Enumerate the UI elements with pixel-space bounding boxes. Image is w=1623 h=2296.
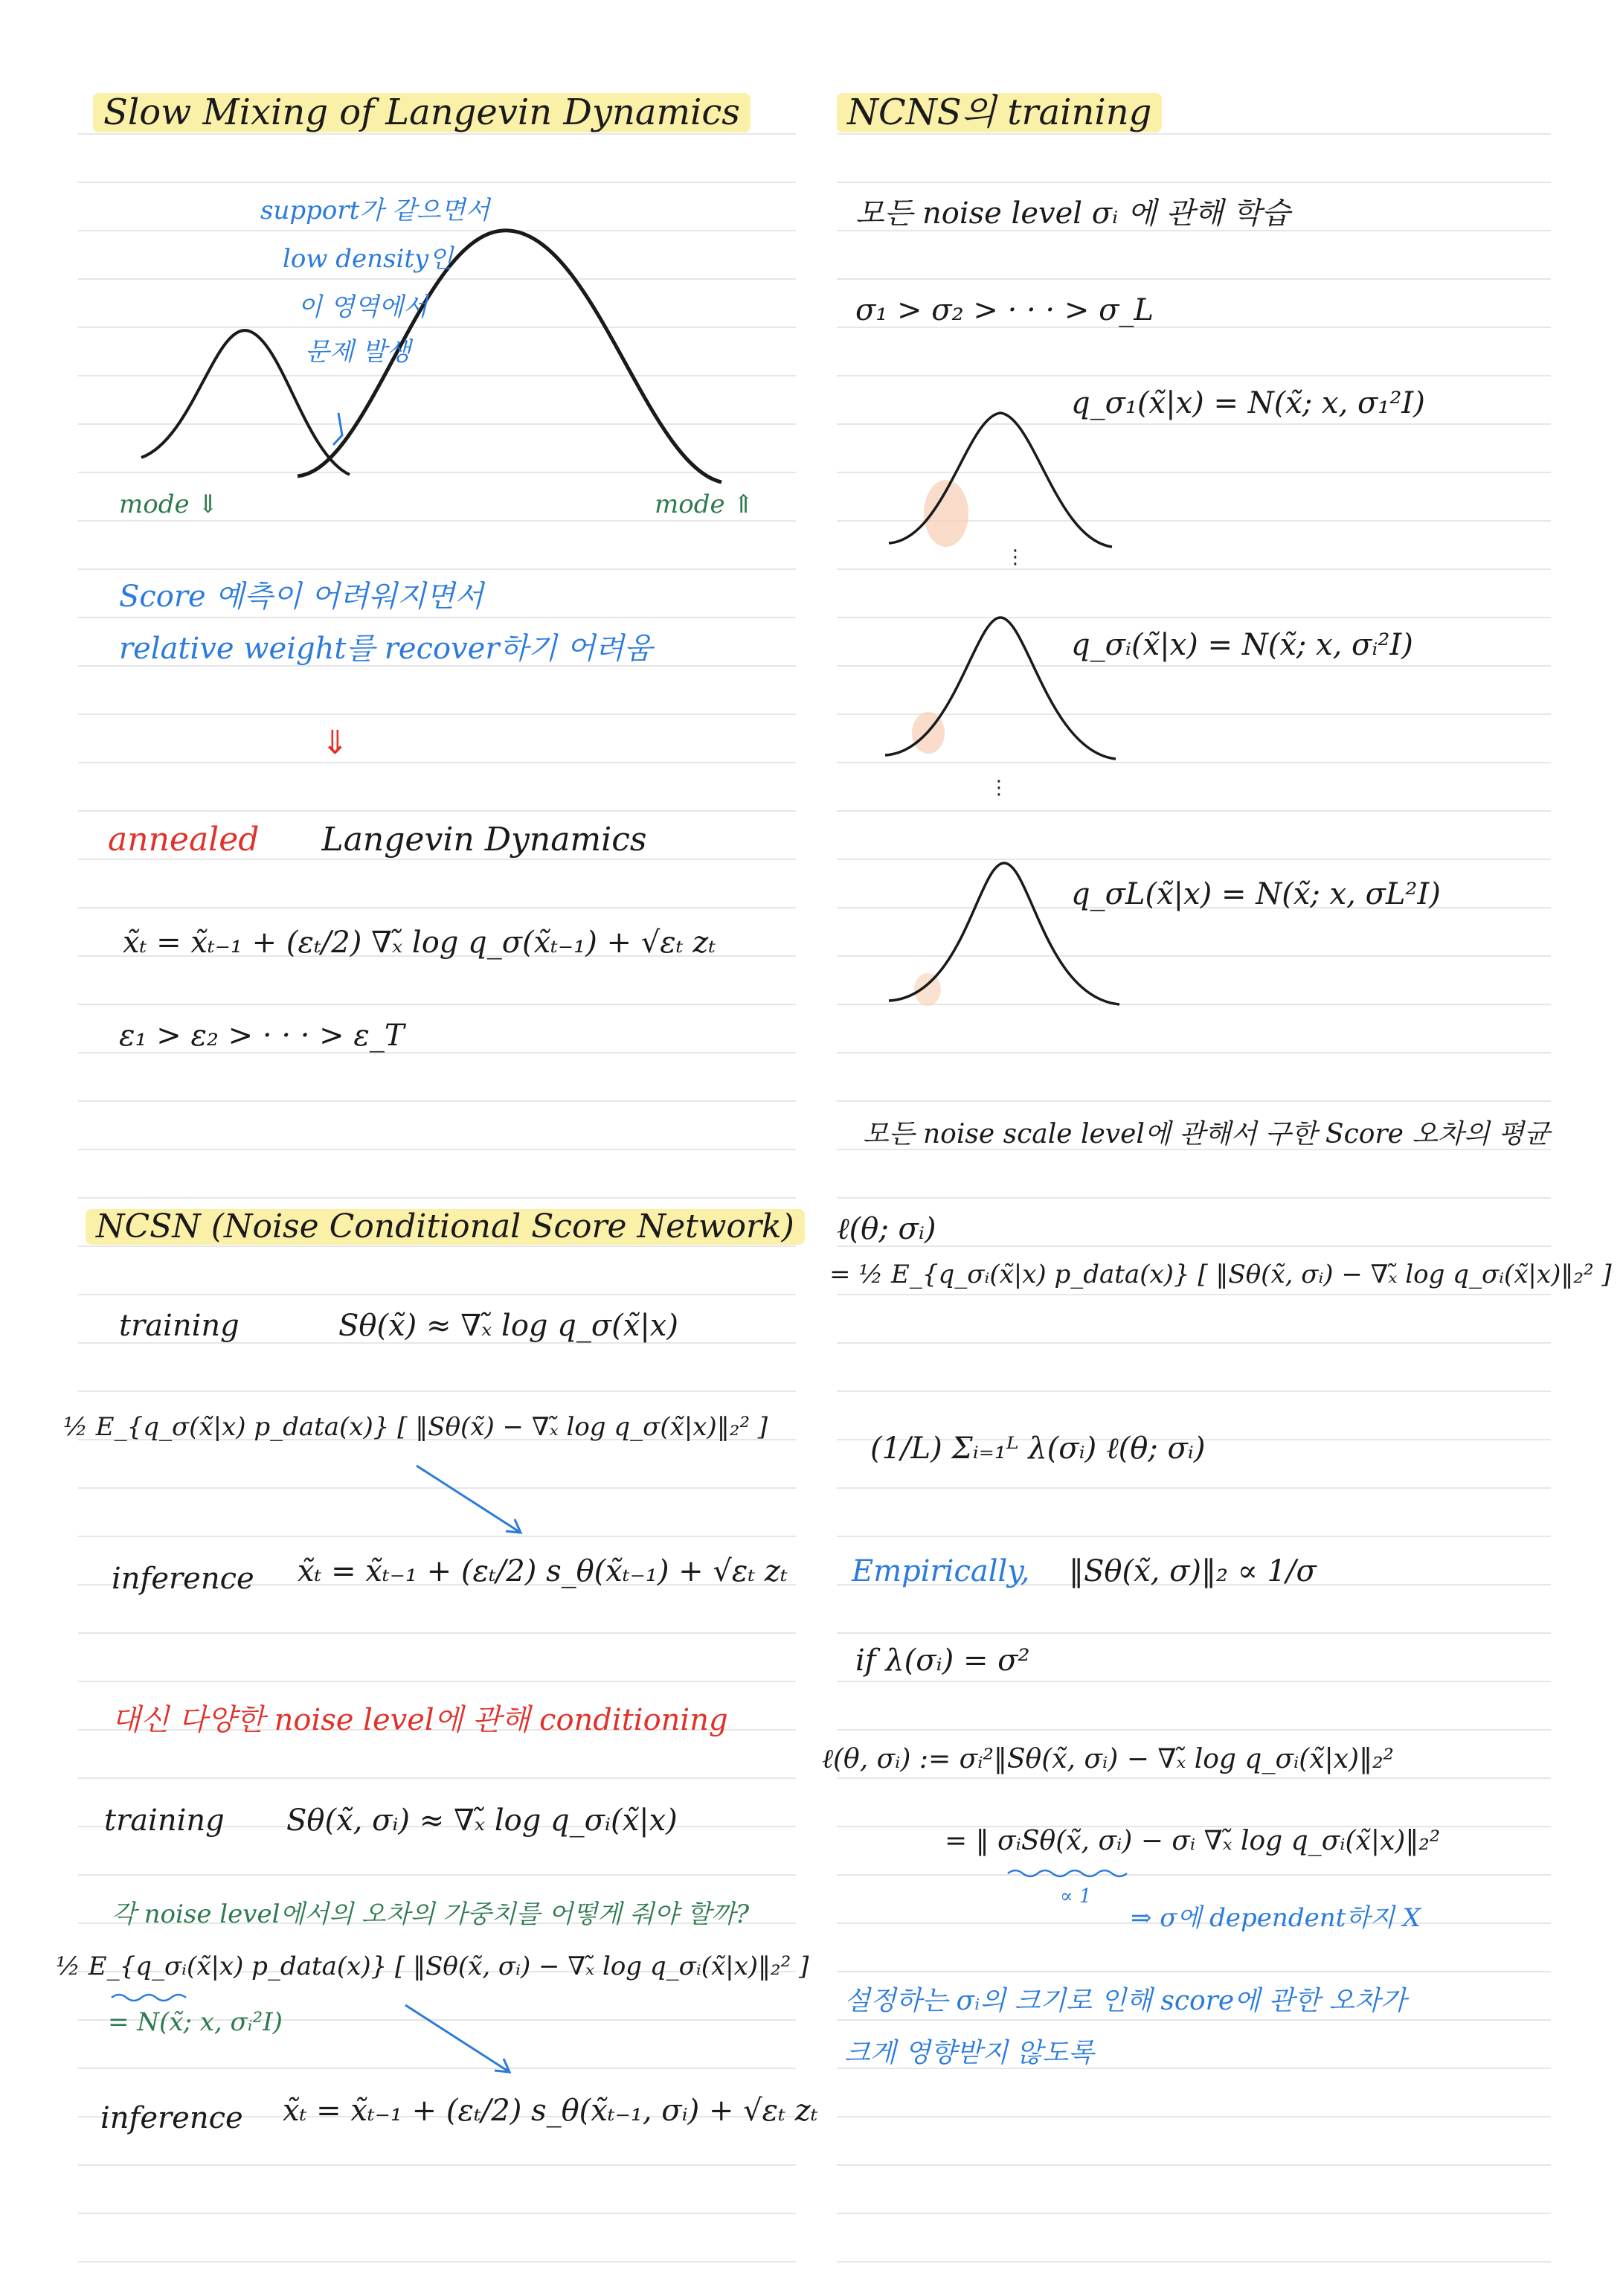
loss-definition: ℓ(θ; σᵢ) bbox=[837, 1212, 936, 1246]
loss-expression: = ½ E_{q_σᵢ(x̃|x) p_data(x)} [ ‖Sθ(x̃, σᵢ) − ∇ₓ̃ log q_σᵢ(x̃|x)‖₂² ] bbox=[829, 1260, 1612, 1289]
sigma-order: σ₁ > σ₂ > · · · > σ_L bbox=[855, 293, 1154, 327]
if-lambda: if λ(σᵢ) = σ² bbox=[855, 1644, 1030, 1678]
empirically-eq: ‖Sθ(x̃, σ)‖₂ ∝ 1/σ bbox=[1069, 1554, 1317, 1588]
annealed-rest: Langevin Dynamics bbox=[321, 821, 647, 859]
objective2-to-inference-arrow bbox=[398, 1998, 524, 2087]
mode-left-label: mode ⇓ bbox=[119, 490, 219, 519]
annealed-word: annealed bbox=[108, 821, 260, 859]
training2-label: training bbox=[104, 1803, 225, 1838]
ncsn-title: NCSN (Noise Conditional Score Network) bbox=[86, 1209, 805, 1245]
loss-line-1: ℓ(θ, σᵢ) := σᵢ²‖Sθ(x̃, σᵢ) − ∇ₓ̃ log q_σᵢ(x̃|x)‖₂² bbox=[822, 1744, 1394, 1774]
gaussian1-curve bbox=[889, 413, 1112, 547]
gaussianL-highlight bbox=[914, 973, 941, 1006]
q-sigmai-eq: q_σᵢ(x̃|x) = N(x̃; x, σᵢ²I) bbox=[1071, 628, 1413, 662]
q-sigmaL-eq: q_σL(x̃|x) = N(x̃; x, σL²I) bbox=[1071, 877, 1441, 911]
ncns-training-title: NCNS의 training bbox=[837, 93, 1162, 132]
inference2-equation: x̃ₜ = x̃ₜ₋₁ + (εₜ/2) s_θ(x̃ₜ₋₁, σᵢ) + √εₜ zₜ bbox=[283, 2094, 818, 2128]
annealed-heading bbox=[108, 822, 646, 858]
conclusion-2: 크게 영향받지 않도록 bbox=[844, 2038, 1094, 2068]
support-note-4: 문제 발생 bbox=[305, 337, 411, 367]
conditioning-note: 대신 다양한 noise level에 관해 conditioning bbox=[112, 1703, 728, 1737]
score-note-2: relative weight를 recover하기 어려움 bbox=[119, 632, 653, 666]
annealed-update-equation: x̃ₜ = x̃ₜ₋₁ + (εₜ/2) ∇ₓ̃ log q_σ(x̃ₜ₋₁) + √εₜ zₜ bbox=[123, 926, 716, 960]
slow-mixing-title: Slow Mixing of Langevin Dynamics bbox=[93, 93, 751, 132]
all-levels-note: 모든 noise level σᵢ 에 관해 학습 bbox=[855, 196, 1291, 231]
avg-note: 모든 noise scale level에 관해서 구한 Score 오차의 평균 bbox=[863, 1119, 1550, 1149]
score-note-1: Score 예측이 어려워지면서 bbox=[119, 580, 483, 614]
support-note-2: low density인 bbox=[283, 244, 454, 274]
empirically-word: Empirically, bbox=[852, 1554, 1030, 1588]
gaussian-note: = N(x̃; x, σᵢ²I) bbox=[108, 2007, 283, 2037]
weight-question: 각 noise level에서의 오차의 가중치를 어떻게 줘야 할까? bbox=[112, 1899, 750, 1929]
objective-to-inference-arrow bbox=[409, 1458, 536, 1548]
inference-label: inference bbox=[112, 1562, 254, 1596]
support-note-3: 이 영역에서 bbox=[298, 292, 428, 322]
support-note-1: support가 같으면서 bbox=[260, 196, 490, 225]
q-sigma1-eq: q_σ₁(x̃|x) = N(x̃; x, σ₁²I) bbox=[1071, 386, 1425, 420]
inference-equation: x̃ₜ = x̃ₜ₋₁ + (εₜ/2) s_θ(x̃ₜ₋₁) + √εₜ zₜ bbox=[298, 1554, 788, 1588]
low-density-arrow bbox=[333, 413, 342, 445]
epsilon-order: ε₁ > ε₂ > · · · > ε_T bbox=[119, 1019, 405, 1053]
inference2-label: inference bbox=[100, 2101, 243, 2135]
down-arrow: ⇓ bbox=[321, 724, 349, 762]
dependent-note: ⇒ σ에 dependent하지 X bbox=[1131, 1903, 1421, 1933]
wavy-underline bbox=[108, 1990, 197, 2005]
loss-line-2: = ‖ σᵢSθ(x̃, σᵢ) − σᵢ ∇ₓ̃ log q_σᵢ(x̃|x)‖₂² bbox=[945, 1826, 1441, 1856]
prop-one-label: ∝ 1 bbox=[1060, 1885, 1092, 1908]
wavy-underline-2 bbox=[1004, 1866, 1145, 1881]
training-equation: Sθ(x̃) ≈ ∇ₓ̃ log q_σ(x̃|x) bbox=[338, 1309, 678, 1343]
dots-1: ⋮ bbox=[1006, 546, 1025, 568]
training2-equation: Sθ(x̃, σᵢ) ≈ ∇ₓ̃ log q_σᵢ(x̃|x) bbox=[286, 1803, 678, 1838]
objective-2: ½ E_{q_σᵢ(x̃|x) p_data(x)} [ ‖Sθ(x̃, σᵢ) − ∇ₓ̃ log q_σᵢ(x̃|x)‖₂² ] bbox=[56, 1952, 809, 1981]
objective-1: ½ E_{q_σ(x̃|x) p_data(x)} [ ‖Sθ(x̃) − ∇ₓ̃ log q_σ(x̃|x)‖₂² ] bbox=[63, 1412, 768, 1442]
conclusion-1: 설정하는 σᵢ의 크기로 인해 score에 관한 오차가 bbox=[844, 1986, 1407, 2016]
empirically-line bbox=[852, 1555, 1317, 1588]
dots-2: ⋮ bbox=[989, 777, 1009, 799]
mode-right-label: mode ⇑ bbox=[655, 490, 754, 519]
training-label: training bbox=[119, 1309, 240, 1343]
weighted-sum: (1/L) Σᵢ₌₁ᴸ λ(σᵢ) ℓ(θ; σᵢ) bbox=[870, 1431, 1206, 1466]
